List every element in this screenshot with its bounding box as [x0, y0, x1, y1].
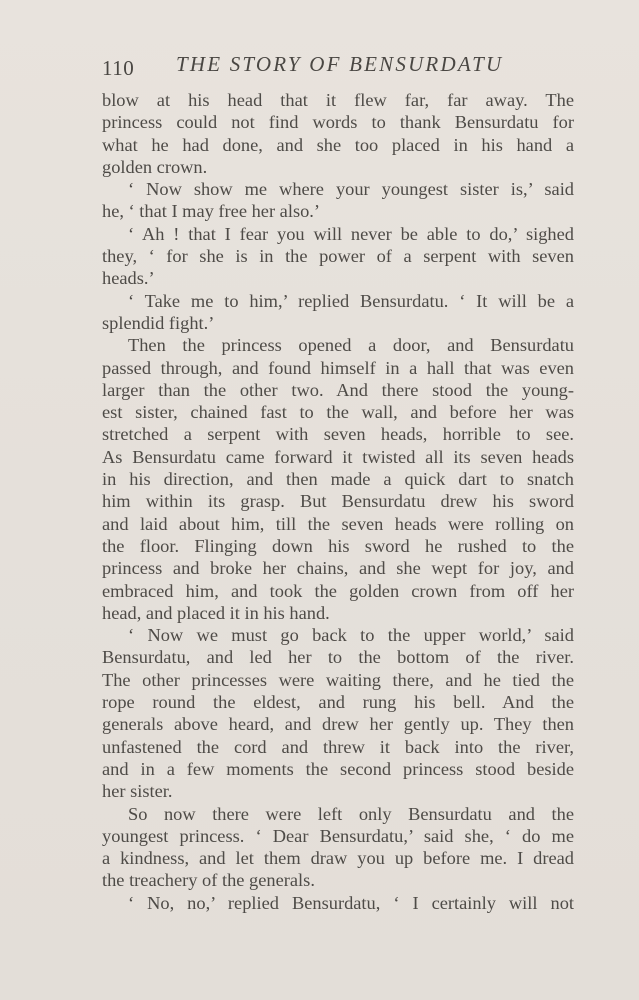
running-title: THE STORY OF BENSURDATU	[176, 52, 504, 76]
running-head	[102, 52, 580, 84]
text-line: stretched a serpent with seven heads, horrible to see.	[102, 424, 574, 445]
text-line: in his direction, and then made a quick dart to snatch	[102, 469, 574, 490]
text-line: Then the princess opened a door, and Bensurdatu	[128, 335, 574, 356]
text-line: ‘ Take me to him,’ replied Bensurdatu. ‘ It will be a	[128, 290, 574, 311]
text-line: embraced him, and took the golden crown from off her	[102, 580, 574, 601]
text-line: est sister, chained fast to the wall, and before her was	[102, 402, 574, 423]
text-line: So now there were left only Bensurdatu and the	[128, 803, 574, 824]
text-line: him within its grasp. But Bensurdatu drew his sword	[102, 491, 574, 512]
text-line: the treachery of the generals.	[102, 870, 315, 891]
text-line: youngest princess. ‘ Dear Bensurdatu,’ said she, ‘ do me	[102, 825, 574, 846]
body-text	[102, 89, 574, 914]
text-line: they, ‘ for she is in the power of a serpent with seven	[102, 246, 574, 267]
page-number: 110	[102, 56, 135, 80]
text-line: heads.’	[102, 268, 155, 289]
text-line: ‘ Now we must go back to the upper world,’ said	[128, 625, 574, 646]
text-line: what he had done, and she too placed in his hand a	[102, 134, 574, 155]
text-line: he, ‘ that I may free her also.’	[102, 201, 321, 222]
text-line: splendid fight.’	[102, 312, 215, 333]
text-line: The other princesses were waiting there, and he tied the	[102, 669, 574, 690]
text-line: ‘ Ah ! that I fear you will never be able to do,’ sighed	[128, 223, 574, 244]
text-line: ‘ No, no,’ replied Bensurdatu, ‘ I certainly will not	[128, 892, 574, 913]
text-line: and laid about him, till the seven heads were rolling on	[102, 513, 574, 534]
text-line: golden crown.	[102, 156, 208, 177]
text-line: princess could not find words to thank Bensurdatu for	[102, 112, 574, 133]
text-line: and in a few moments the second princess stood beside	[102, 758, 574, 779]
text-line: blow at his head that it flew far, far away. The	[102, 90, 574, 110]
text-line: rope round the eldest, and rung his bell. And the	[102, 692, 574, 713]
text-line: head, and placed it in his hand.	[102, 602, 330, 623]
text-line: As Bensurdatu came forward it twisted all its seven heads	[102, 446, 574, 467]
text-line: Bensurdatu, and led her to the bottom of the river.	[102, 647, 574, 668]
text-line: a kindness, and let them draw you up before me. I dread	[102, 848, 574, 869]
text-line: her sister.	[102, 781, 173, 802]
text-line: unfastened the cord and threw it back into the river,	[102, 736, 574, 757]
text-line: the floor. Flinging down his sword he rushed to the	[102, 535, 574, 556]
text-line: larger than the other two. And there stood the young-	[102, 379, 574, 400]
text-line: princess and broke her chains, and she wept for joy, and	[102, 558, 574, 579]
text-line: ‘ Now show me where your youngest sister is,’ said	[128, 179, 574, 200]
text-line: passed through, and found himself in a hall that was even	[102, 357, 574, 378]
text-line: generals above heard, and drew her gently up. They then	[102, 714, 574, 735]
